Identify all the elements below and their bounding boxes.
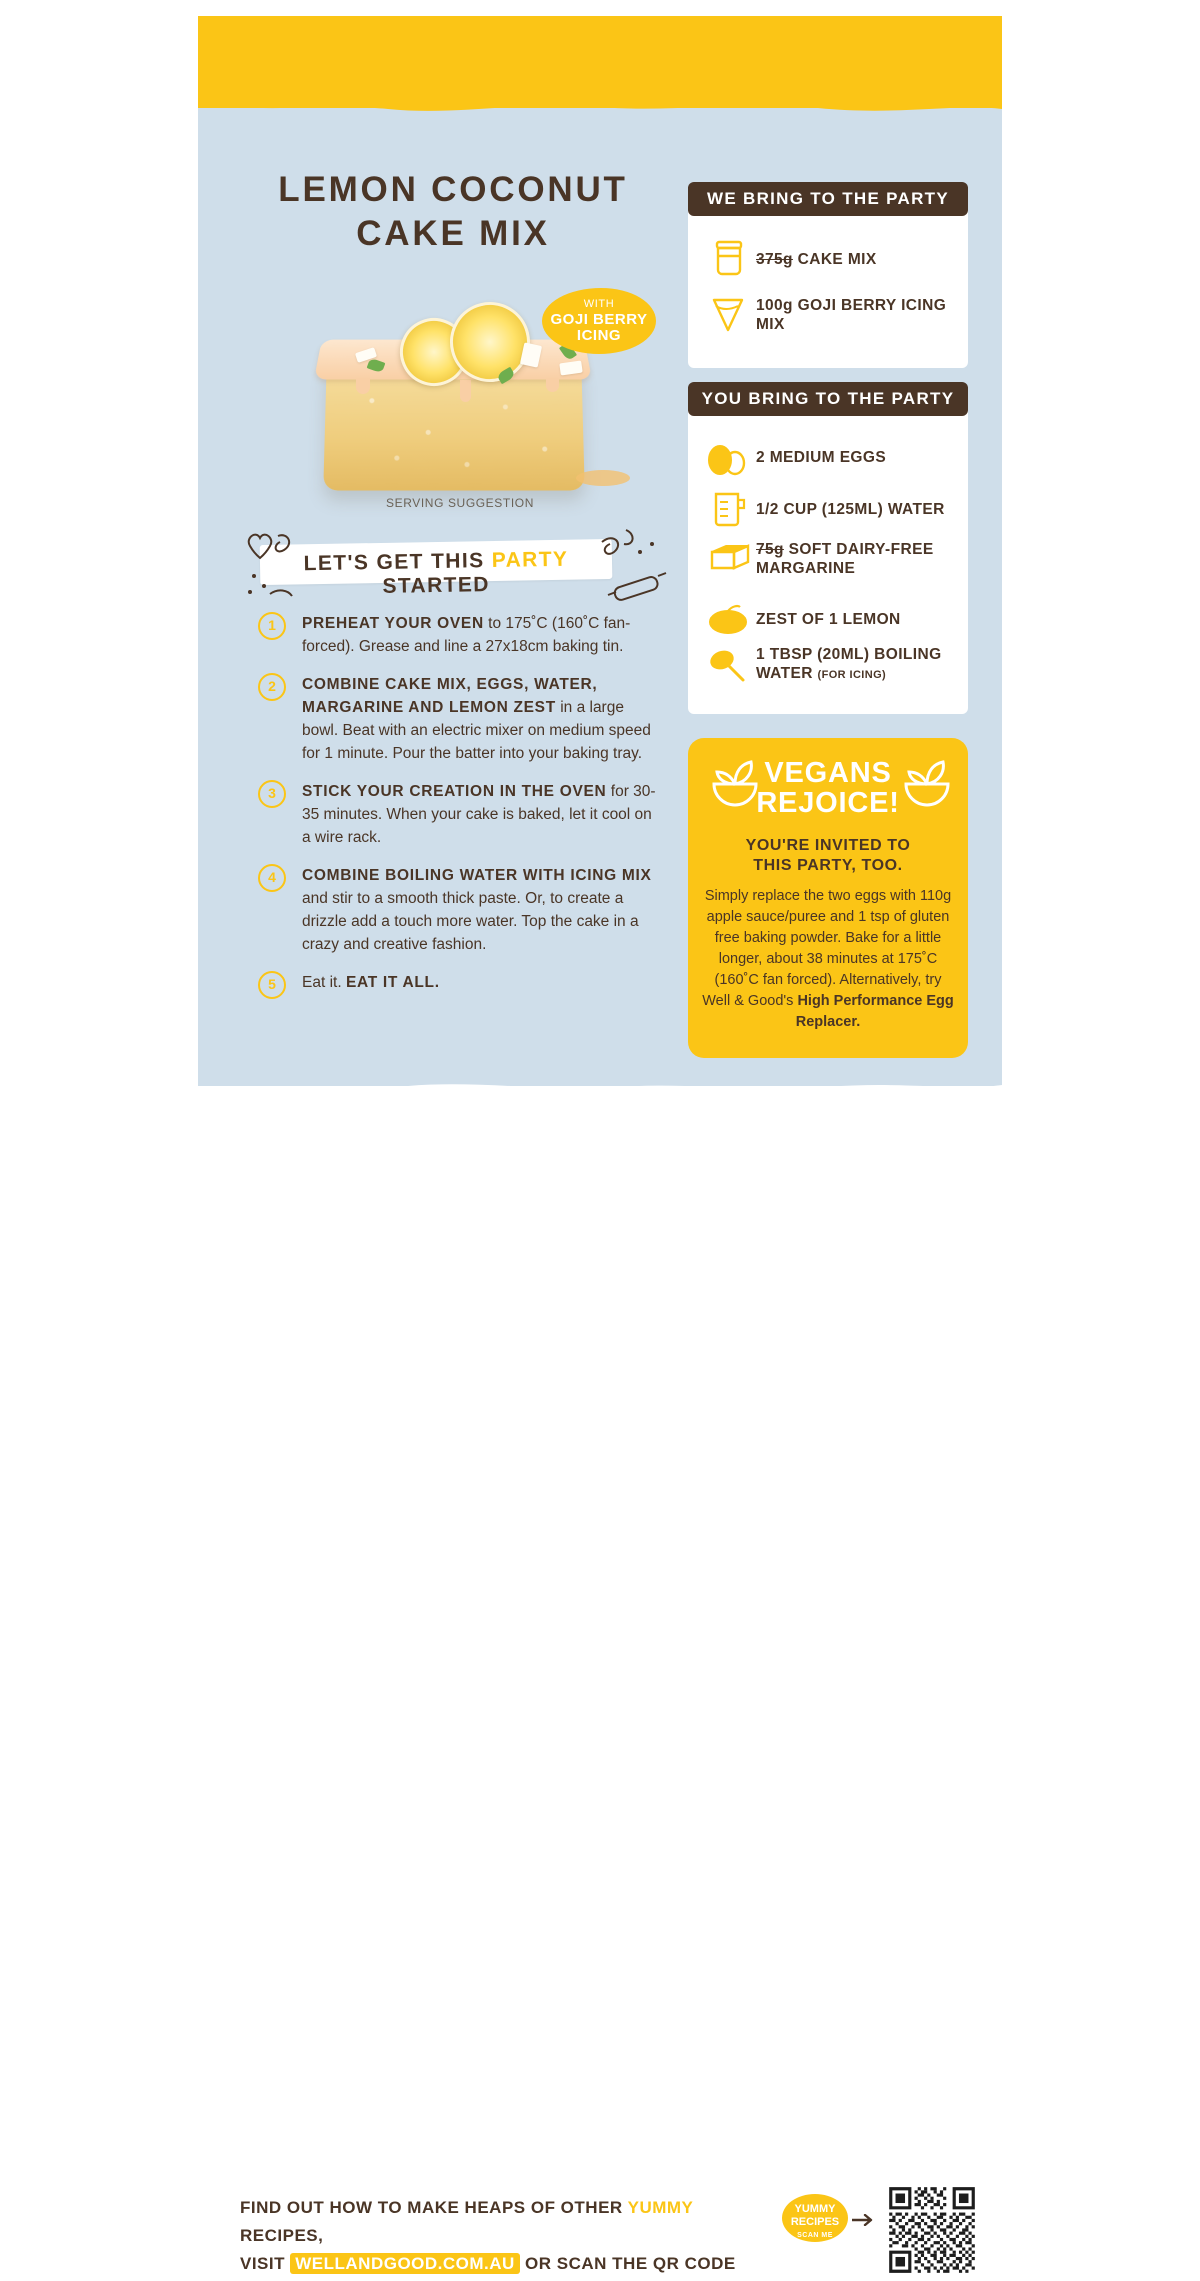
ingredient-label: 1 TBSP (20ML) BOILING WATER [756,646,942,682]
step-rest: and stir to a smooth thick paste. Or, to create a drizzle add a touch more water. Top the cake in a crazy and creative fashion. [302,890,639,953]
spoon-icon [702,644,756,686]
list-item [258,673,658,765]
step-rest: in a large bowl. Beat with an electric mixer on medium speed for 1 minute. Pour the batter into your baking tray. [302,699,651,762]
badge-line-2: RECIPES [790,2216,840,2228]
ingredient-text [756,296,960,334]
list-item [258,780,658,849]
ingredient-label: ZEST OF 1 LEMON [756,610,901,628]
we-bring-box [688,194,968,368]
instructions-list [258,612,658,1009]
ingredient-text [756,540,960,578]
page-title [238,168,668,256]
vegan-body-plain: Simply replace the two eggs with 110g apple sauce/puree and 1 tsp of gluten free baking powder. Bake for a little longer, about 38 minutes at 175˚C (160˚C fan forced). Alternatively, try Well & Good's [702,888,952,1009]
step-number: 3 [258,780,286,808]
step-number: 2 [258,673,286,701]
badge-line-3: ICING [576,327,622,344]
lemon-icon [702,598,756,640]
ingredient-text [756,250,877,269]
vegan-title [688,758,968,818]
step-text [302,612,658,658]
step-text [302,673,658,765]
ingredient-text [756,645,960,685]
sauce-puddle [576,470,630,486]
vegan-sub-line-1: YOU'RE INVITED TO [745,837,911,854]
badge-line-1: WITH [583,298,615,310]
ingredient-text [756,448,886,467]
main-panel [198,16,1002,1184]
eggs-icon [702,436,756,478]
footer-line-2 [240,2250,760,2278]
step-tail: EAT IT ALL. [345,974,440,991]
step-number: 4 [258,864,286,892]
vegan-body-text [700,886,956,1033]
list-item [702,538,960,580]
footer-line1-c: RECIPES, [240,2226,324,2245]
footer-line2-b: OR SCAN THE QR CODE [519,2254,736,2273]
ingredient-strike: 75g [756,541,784,558]
list-item [702,598,960,640]
step-caps: COMBINE CAKE MIX, EGGS, WATER, MARGARINE AND LEMON ZEST [302,676,598,716]
party-after: STARTED [382,573,491,598]
ingredient-label: SOFT DAIRY-FREE MARGARINE [756,541,934,577]
footer-line1-b: YUMMY [627,2198,694,2217]
ingredient-label: CAKE MIX [792,250,877,268]
measuring-jug-icon [702,488,756,530]
list-item [258,864,658,956]
step-number: 1 [258,612,286,640]
title-line-1: LEMON COCONUT [278,170,628,209]
icing-drip [460,380,471,402]
icing-drip [356,378,370,394]
badge-line-2: GOJI BERRY [550,311,648,328]
always-free-banner [198,16,1002,108]
step-rest: to 175˚C (160˚C fan-forced). Grease and line a 27x18cm baking tin. [302,615,631,655]
list-item [702,436,960,478]
margarine-icon [702,538,756,580]
step-text [302,780,658,849]
website-link[interactable]: WELLANDGOOD.COM.AU [290,2253,520,2274]
list-item [702,238,960,280]
rolling-pin-doodle [596,522,676,618]
goji-berry-icing-badge [542,288,656,354]
step-rest: Eat it. [302,974,346,991]
ingredient-strike: 375g [756,250,793,268]
list-item [702,644,960,686]
list-item [702,294,960,336]
yummy-recipes-badge [782,2194,848,2242]
vegan-title-line-2: REJOICE! [756,787,900,819]
footer-line-1 [240,2194,760,2250]
list-item [258,612,658,658]
you-bring-header: YOU BRING TO THE PARTY [688,382,968,416]
vegan-sub-line-2: THIS PARTY, TOO. [753,857,903,874]
heart-swirl-doodle [240,524,310,604]
step-number: 5 [258,971,286,999]
vegan-body-bold: High Performance Egg Replacer. [795,993,954,1030]
footer-line2-a: VISIT [240,2254,291,2273]
list-item [702,488,960,530]
step-rest: for 30-35 minutes. When your cake is baked, let it cool on a wire rack. [302,783,656,846]
step-caps: STICK YOUR CREATION IN THE OVEN [302,783,607,800]
footer-line1-a: FIND OUT HOW TO MAKE HEAPS OF OTHER [240,2198,628,2217]
ingredient-note: (FOR ICING) [817,669,887,681]
we-bring-header: WE BRING TO THE PARTY [688,182,968,216]
qr-code-svg [886,2184,978,2276]
piping-bag-icon [702,294,756,336]
footer [0,1086,1200,2273]
jar-icon [702,238,756,280]
badge-line-3: SCAN ME [797,2232,833,2239]
ingredient-text [756,500,945,519]
party-before: LET'S GET THIS [303,549,492,576]
ingredient-label: 2 MEDIUM EGGS [756,448,887,466]
ingredient-text [756,610,901,629]
step-caps: PREHEAT YOUR OVEN [302,615,484,632]
step-text [302,971,658,994]
icing-drip [546,378,559,392]
ingredient-label: 1/2 CUP (125ML) WATER [756,500,945,518]
banner-wave-edge [198,100,1002,118]
ingredient-label: 100g GOJI BERRY ICING MIX [756,297,947,333]
vegan-title-line-1: VEGANS [764,757,892,789]
list-item [258,971,658,994]
step-caps: COMBINE BOILING WATER WITH ICING MIX [302,867,652,884]
step-text [302,864,658,956]
arrow-right-icon [852,2214,878,2226]
party-banner-text [260,547,613,601]
badge-line-1: YUMMY [794,2203,836,2215]
qr-code[interactable] [886,2184,978,2276]
title-line-2: CAKE MIX [356,214,550,253]
serving-suggestion-label: SERVING SUGGESTION [386,496,534,510]
vegan-subtitle [708,836,948,876]
footer-text [240,2194,760,2278]
party-highlight: PARTY [491,547,569,573]
